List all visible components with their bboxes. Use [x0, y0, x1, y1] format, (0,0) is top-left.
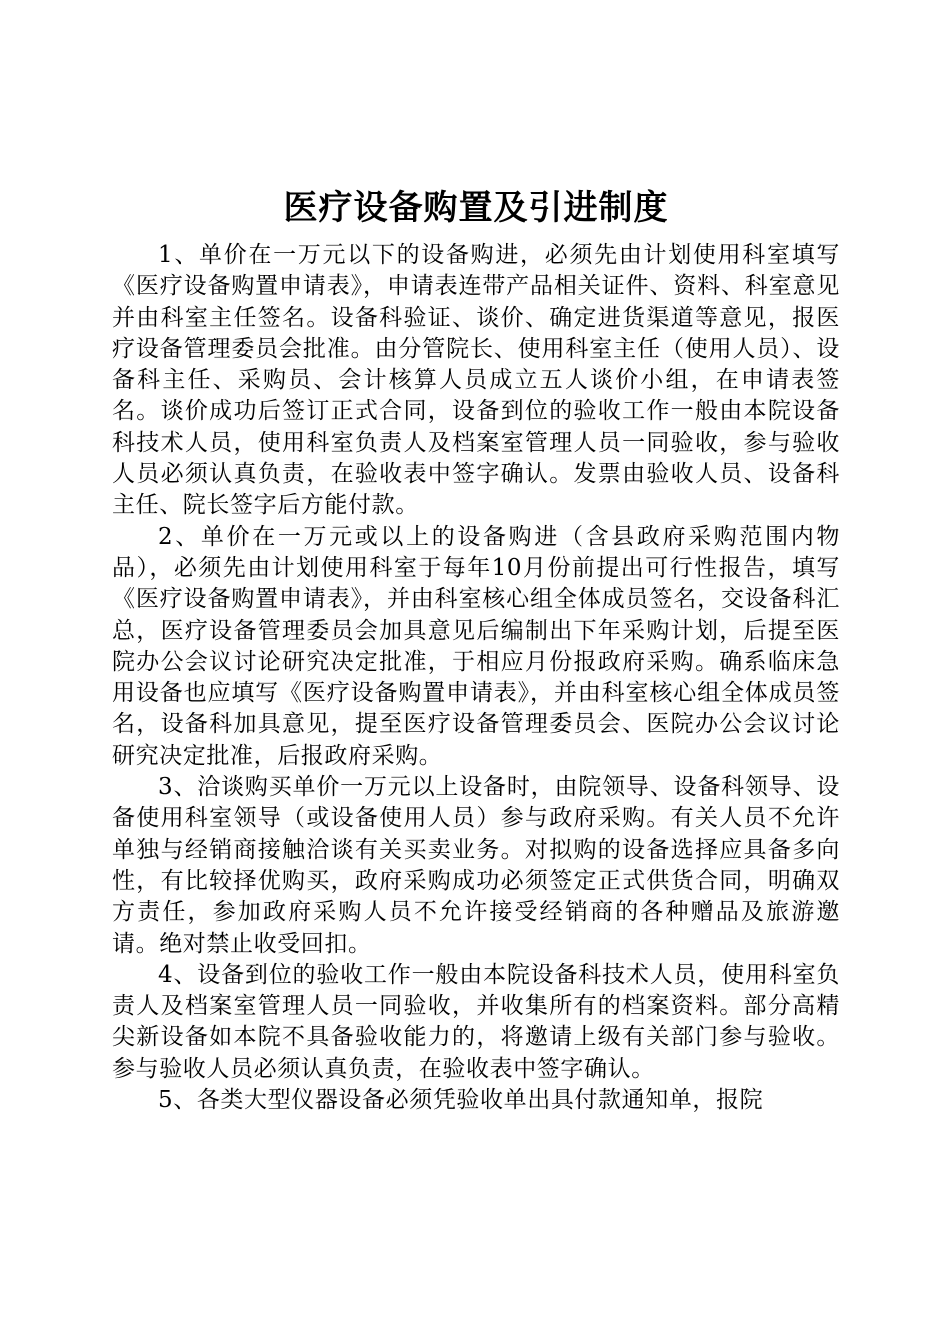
document-page: [112, 182, 840, 1116]
paragraph-5: 5、各类大型仪器设备必须凭验收单出具付款通知单，报院: [158, 1087, 764, 1114]
paragraph-1: 1、单价在一万元以下的设备购进，必须先由计划使用科室填写《医疗设备购置申请表》，申请表连带产品相关证件、资料、科室意见并由科室主任签名。设备科验证、谈价、确定进货渠道等意见，报医疗设备管理委员会批准。由分管院长、使用科室主任（使用人员）、设备科主任、采购员、会计核算人员成立五人谈价小组，在申请表签名。谈价成功后签订正式合同，设备到位的验收工作一般由本院设备科技术人员，使用科室负责人及档案室管理人员一同验收，参与验收人员必须认真负责，在验收表中签字确认。发票由验收人员、设备科主任、院长签字后方能付款。: [112, 242, 840, 519]
paragraph-3: 3、洽谈购买单价一万元以上设备时，由院领导、设备科领导、设备使用科室领导（或设备使用人员）参与政府采购。有关人员不允许单独与经销商接触洽谈有关买卖业务。对拟购的设备选择应具备多向性，有比较择优购买，政府采购成功必须签定正式供货合同，明确双方责任，参加政府采购人员不允许接受经销商的各种赠品及旅游邀请。绝对禁止收受回扣。: [112, 774, 840, 957]
document-title: 医疗设备购置及引进制度: [283, 188, 669, 228]
paragraph-2: 2、单价在一万元或以上的设备购进（含县政府采购范围内物品），必须先由计划使用科室于每年10月份前提出可行性报告，填写《医疗设备购置申请表》，并由科室核心组全体成员签名，交设备科汇总，医疗设备管理委员会加具意见后编制出下年采购计划，后提至医院办公会议讨论研究决定批准，于相应月份报政府采购。确系临床急用设备也应填写《医疗设备购置申请表》，并由科室核心组全体成员签名，设备科加具意见，提至医疗设备管理委员会、医院办公会议讨论研究决定批准，后报政府采购。: [112, 523, 840, 769]
paragraph-4: 4、设备到位的验收工作一般由本院设备科技术人员，使用科室负责人及档案室管理人员一同验收，并收集所有的档案资料。部分高精尖新设备如本院不具备验收能力的，将邀请上级有关部门参与验收。参与验收人员必须认真负责，在验收表中签字确认。: [112, 961, 840, 1082]
